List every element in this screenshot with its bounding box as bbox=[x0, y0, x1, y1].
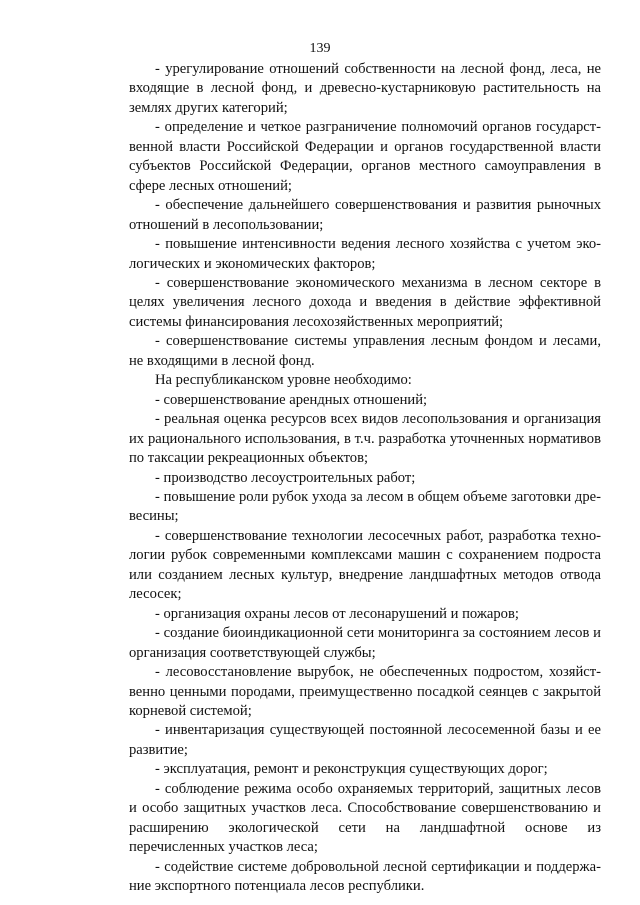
paragraph: - лесовосстановление вырубок, не обеспеченных подростом, хозяйственно ценными породами, преимущественно посадкой сеянцев с закрытой корневой системой; bbox=[129, 664, 601, 719]
paragraph: - производство лесоустроительных работ; bbox=[155, 469, 416, 486]
paragraph: - повышение интенсивности ведения лесного хозяйства с учетом экологических и экономических факторов; bbox=[129, 236, 601, 272]
paragraph: - содействие системе добровольной лесной сертификации и поддержание экспортного потенциала лесов республики. bbox=[129, 858, 601, 895]
paragraph: - совершенствование арендных отношений; bbox=[155, 391, 428, 408]
paragraph: - совершенствование экономического механизма в лесном секторе в целях увеличения лесного дохода и введения в действие эффективной системы финансирования лесохозяйственных мероприятий; bbox=[129, 274, 601, 330]
paragraph: - совершенствование технологии лесосечных работ, разработка технологии рубок современными комплексами машин с сохранением подроста или созданием лесных культур, внедрение ландшафтных методов отвода лесосек; bbox=[129, 527, 601, 603]
paragraph: - определение и четкое разграничение полномочий органов государственной власти Российской Федерации и органов государственной власти субъектов Российской Федерации, органов местного самоуправления в сфере лесных отношений; bbox=[129, 119, 601, 194]
paragraph: - обеспечение дальнейшего совершенствования и развития рыночных отношений в лесопользовании; bbox=[129, 197, 601, 233]
paragraph: - урегулирование отношений собственности на лесной фонд, леса, не входящие в лесной фонд, и древесно-кустарниковую растительность на землях других категорий; bbox=[129, 61, 601, 116]
paragraph: - соблюдение режима особо охраняемых территорий, защитных лесов и особо защитных участков леса. Способствование совершенствованию и расширению экологической сети на ландшафтной основе из перечисленных участков леса; bbox=[129, 780, 601, 856]
paragraph: - совершенствование системы управления лесным фондом и лесами, не входящими в лесной фонд. bbox=[129, 333, 601, 369]
document-body bbox=[129, 60, 601, 896]
paragraph: - инвентаризация существующей постоянной лесосеменной базы и ее развитие; bbox=[129, 722, 601, 758]
paragraph: - организация охраны лесов от лесонарушений и пожаров; bbox=[155, 605, 519, 622]
paragraph: - эксплуатация, ремонт и реконструкция существующих дорог; bbox=[155, 761, 548, 778]
section-intro: На республиканском уровне необходимо: bbox=[155, 372, 412, 389]
paragraph: - реальная оценка ресурсов всех видов лесопользования и организация их рационального использования, в т.ч. разработка уточненных нормативов по таксации рекреационных объектов; bbox=[129, 411, 601, 467]
paragraph: - повышение роли рубок ухода за лесом в общем объеме заготовки древесины; bbox=[129, 488, 601, 525]
paragraph: - создание биоиндикационной сети мониторинга за состоянием лесов и организация соответствующей службы; bbox=[129, 625, 601, 661]
page-number: 139 bbox=[309, 41, 331, 56]
